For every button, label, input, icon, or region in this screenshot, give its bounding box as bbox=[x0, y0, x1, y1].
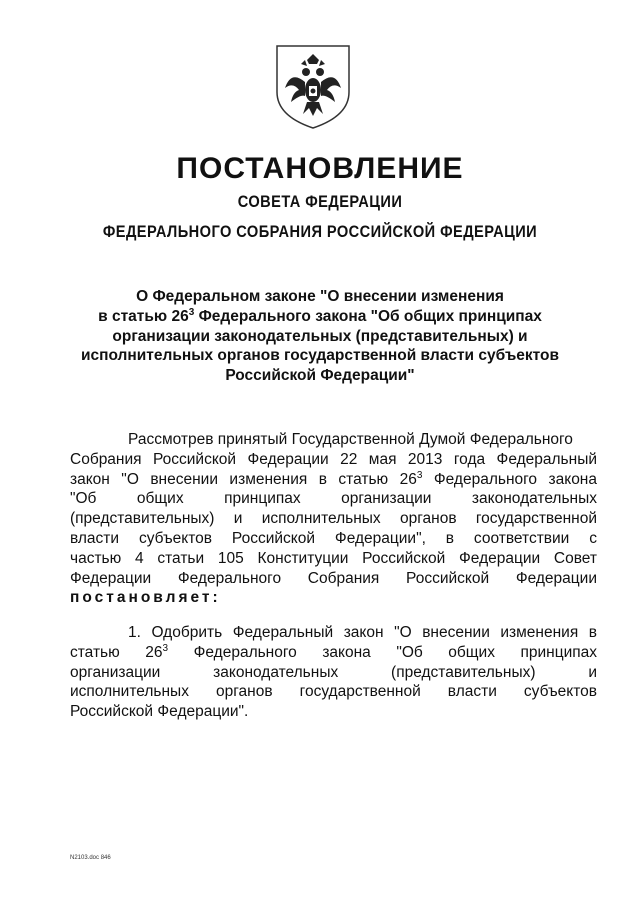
text-line: Российской Федерации". bbox=[70, 703, 249, 721]
text-fragment: статью 26 bbox=[70, 643, 163, 661]
text-line: Собрания Российской Федерации 22 мая 2013 года Федеральный bbox=[70, 450, 597, 468]
paragraph-resolution bbox=[70, 623, 597, 722]
text-fragment: Федерального закона "Об общих принципах bbox=[168, 643, 597, 661]
subtitle-council: СОВЕТА ФЕДЕРАЦИИ bbox=[237, 192, 403, 211]
text-line: исполнительных органов государственной власти субъектов bbox=[70, 683, 597, 701]
text-line bbox=[70, 470, 597, 490]
text-line: организации законодательных (представительных) и bbox=[70, 663, 597, 681]
text-line: 1. Одобрить Федеральный закон "О внесении изменения в bbox=[128, 624, 597, 641]
heading-line: О Федеральном законе "О внесении изменения bbox=[136, 288, 504, 305]
superscript: 3 bbox=[188, 306, 195, 318]
heading-line bbox=[70, 308, 570, 328]
text-line: Федерации Федерального Собрания Российской Федерации bbox=[70, 569, 597, 587]
coat-of-arms-icon bbox=[273, 42, 353, 130]
text-line: (представительных) и исполнительных органов государственной bbox=[70, 510, 597, 528]
text-line: частью 4 статьи 105 Конституции Российской Федерации Совет bbox=[70, 549, 597, 567]
heading-text: Федерального закона "Об общих принципах bbox=[194, 307, 542, 325]
subtitle-assembly: ФЕДЕРАЛЬНОГО СОБРАНИЯ РОССИЙСКОЙ ФЕДЕРАЦИИ bbox=[102, 222, 538, 241]
paragraph-preamble bbox=[70, 430, 597, 608]
document-reference: N2103.doc 846 bbox=[70, 855, 111, 861]
text-fragment: закон "О внесении изменения в статью 26 bbox=[70, 470, 417, 488]
superscript: 3 bbox=[416, 469, 423, 481]
text-line bbox=[70, 643, 597, 663]
text-fragment: Федерального закона bbox=[422, 470, 597, 488]
heading-line: Российской Федерации" bbox=[225, 367, 415, 385]
superscript: 3 bbox=[162, 642, 169, 654]
resolves-keyword: постановляет: bbox=[70, 589, 221, 607]
document-heading bbox=[70, 288, 570, 387]
page-title: ПОСТАНОВЛЕНИЕ bbox=[176, 152, 464, 185]
text-line: Рассмотрев принятый Государственной Думой Федерального bbox=[128, 431, 573, 448]
heading-text: в статью 26 bbox=[98, 307, 189, 325]
text-line: власти субъектов Российской Федерации", в соответствии с bbox=[70, 529, 597, 547]
heading-line: организации законодательных (представительных) и bbox=[112, 327, 528, 345]
text-line: "Об общих принципах организации законодательных bbox=[70, 490, 597, 508]
heading-line: исполнительных органов государственной власти субъектов bbox=[80, 347, 560, 365]
